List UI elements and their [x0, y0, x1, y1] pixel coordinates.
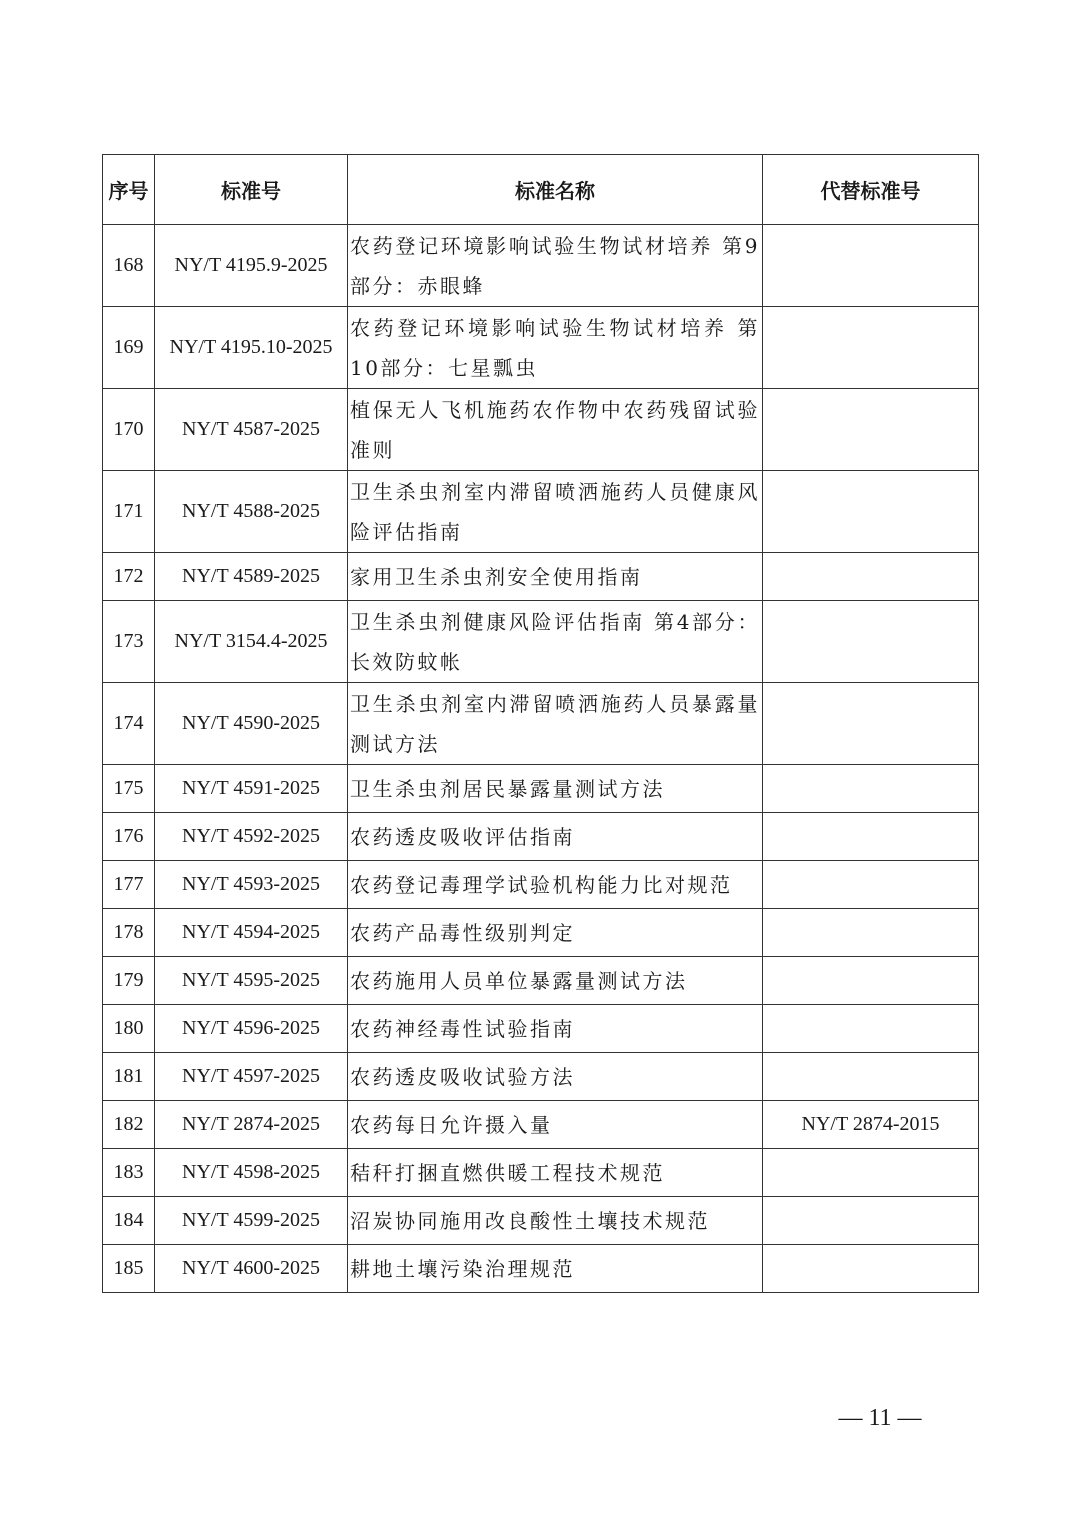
row-standard-name: 沼炭协同施用改良酸性土壤技术规范 [348, 1197, 763, 1245]
row-replaced-standard: NY/T 2874-2015 [763, 1101, 979, 1149]
row-seq: 185 [103, 1245, 155, 1293]
row-replaced-standard [763, 1245, 979, 1293]
row-seq: 179 [103, 957, 155, 1005]
row-standard-name: 耕地土壤污染治理规范 [348, 1245, 763, 1293]
row-standard-number: NY/T 4195.9-2025 [155, 225, 348, 307]
header-replaced-standard: 代替标准号 [763, 155, 979, 225]
row-seq: 182 [103, 1101, 155, 1149]
row-standard-number: NY/T 4587-2025 [155, 389, 348, 471]
row-standard-number: NY/T 4589-2025 [155, 553, 348, 601]
table-row [103, 1053, 979, 1101]
table-row [103, 861, 979, 909]
row-replaced-standard [763, 1149, 979, 1197]
row-replaced-standard [763, 957, 979, 1005]
row-seq: 180 [103, 1005, 155, 1053]
row-standard-name: 家用卫生杀虫剂安全使用指南 [348, 553, 763, 601]
row-replaced-standard [763, 1053, 979, 1101]
row-seq: 169 [103, 307, 155, 389]
row-seq: 184 [103, 1197, 155, 1245]
row-replaced-standard [763, 813, 979, 861]
row-replaced-standard [763, 225, 979, 307]
table-row [103, 683, 979, 765]
table-row [103, 909, 979, 957]
row-replaced-standard [763, 683, 979, 765]
table-row [103, 1245, 979, 1293]
row-seq: 174 [103, 683, 155, 765]
row-standard-number: NY/T 3154.4-2025 [155, 601, 348, 683]
row-standard-number: NY/T 4600-2025 [155, 1245, 348, 1293]
row-seq: 178 [103, 909, 155, 957]
row-standard-name: 农药登记环境影响试验生物试材培养 第9部分：赤眼蜂 [348, 225, 763, 307]
table-row [103, 813, 979, 861]
table-row [103, 1101, 979, 1149]
table-row [103, 553, 979, 601]
row-replaced-standard [763, 1005, 979, 1053]
table-row [103, 389, 979, 471]
row-replaced-standard [763, 471, 979, 553]
row-seq: 171 [103, 471, 155, 553]
table-row [103, 1197, 979, 1245]
row-standard-number: NY/T 2874-2025 [155, 1101, 348, 1149]
row-standard-name: 农药登记毒理学试验机构能力比对规范 [348, 861, 763, 909]
row-seq: 177 [103, 861, 155, 909]
page-number: — 11 — [838, 1405, 922, 1431]
row-standard-name: 农药透皮吸收试验方法 [348, 1053, 763, 1101]
row-standard-number: NY/T 4595-2025 [155, 957, 348, 1005]
table-row [103, 1005, 979, 1053]
table-row [103, 225, 979, 307]
row-standard-name: 农药透皮吸收评估指南 [348, 813, 763, 861]
header-standard-name: 标准名称 [348, 155, 763, 225]
row-standard-number: NY/T 4592-2025 [155, 813, 348, 861]
row-replaced-standard [763, 389, 979, 471]
header-seq: 序号 [103, 155, 155, 225]
row-standard-number: NY/T 4588-2025 [155, 471, 348, 553]
row-standard-number: NY/T 4593-2025 [155, 861, 348, 909]
row-standard-name: 卫生杀虫剂健康风险评估指南 第4部分：长效防蚊帐 [348, 601, 763, 683]
row-standard-number: NY/T 4591-2025 [155, 765, 348, 813]
row-replaced-standard [763, 307, 979, 389]
row-standard-number: NY/T 4195.10-2025 [155, 307, 348, 389]
table-row [103, 765, 979, 813]
row-standard-number: NY/T 4597-2025 [155, 1053, 348, 1101]
row-standard-name: 农药每日允许摄入量 [348, 1101, 763, 1149]
header-standard-number: 标准号 [155, 155, 348, 225]
row-standard-name: 卫生杀虫剂居民暴露量测试方法 [348, 765, 763, 813]
row-standard-number: NY/T 4596-2025 [155, 1005, 348, 1053]
row-standard-number: NY/T 4598-2025 [155, 1149, 348, 1197]
row-replaced-standard [763, 553, 979, 601]
table-header-row [103, 155, 979, 225]
row-seq: 173 [103, 601, 155, 683]
row-seq: 170 [103, 389, 155, 471]
row-seq: 175 [103, 765, 155, 813]
row-standard-name: 卫生杀虫剂室内滞留喷洒施药人员健康风险评估指南 [348, 471, 763, 553]
table-row [103, 957, 979, 1005]
table-row [103, 471, 979, 553]
row-standard-name: 卫生杀虫剂室内滞留喷洒施药人员暴露量测试方法 [348, 683, 763, 765]
row-standard-name: 农药产品毒性级别判定 [348, 909, 763, 957]
row-replaced-standard [763, 601, 979, 683]
row-seq: 176 [103, 813, 155, 861]
table-row [103, 601, 979, 683]
table-row [103, 1149, 979, 1197]
row-standard-number: NY/T 4599-2025 [155, 1197, 348, 1245]
table-row [103, 307, 979, 389]
row-replaced-standard [763, 765, 979, 813]
row-standard-name: 植保无人飞机施药农作物中农药残留试验准则 [348, 389, 763, 471]
row-seq: 181 [103, 1053, 155, 1101]
row-standard-name: 农药施用人员单位暴露量测试方法 [348, 957, 763, 1005]
row-standard-name: 秸秆打捆直燃供暖工程技术规范 [348, 1149, 763, 1197]
row-replaced-standard [763, 909, 979, 957]
row-replaced-standard [763, 1197, 979, 1245]
row-standard-number: NY/T 4590-2025 [155, 683, 348, 765]
row-standard-name: 农药神经毒性试验指南 [348, 1005, 763, 1053]
row-seq: 183 [103, 1149, 155, 1197]
row-seq: 172 [103, 553, 155, 601]
standards-table [102, 154, 979, 1293]
row-standard-name: 农药登记环境影响试验生物试材培养 第10部分：七星瓢虫 [348, 307, 763, 389]
row-replaced-standard [763, 861, 979, 909]
row-standard-number: NY/T 4594-2025 [155, 909, 348, 957]
row-seq: 168 [103, 225, 155, 307]
